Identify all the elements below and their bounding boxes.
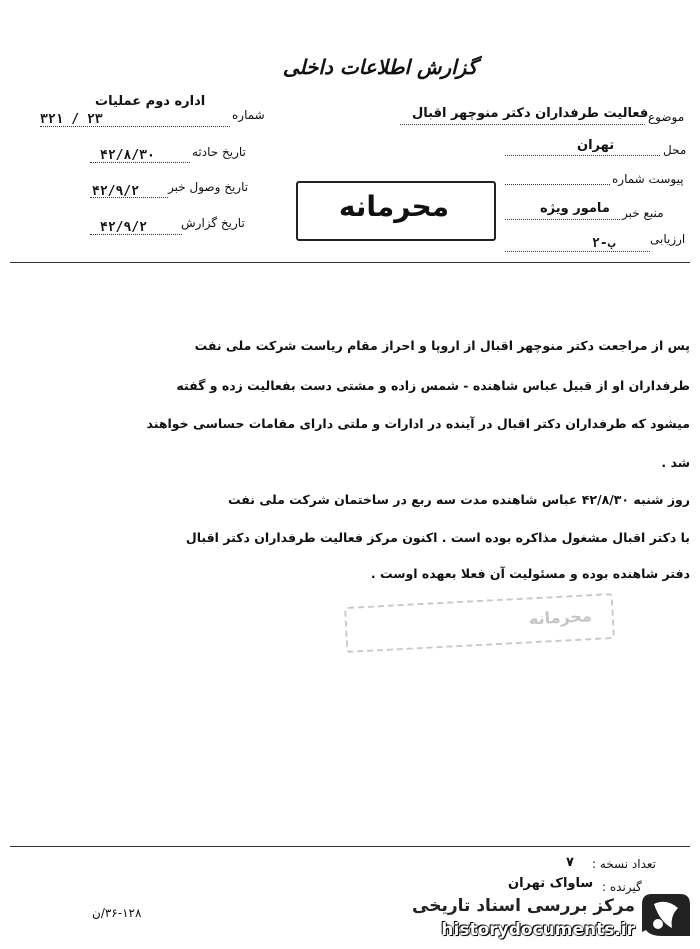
place-value: تهران (577, 138, 615, 153)
receipt-date-label: تاریخ وصول خبر (168, 180, 249, 194)
number-dotted-line (40, 126, 230, 127)
document-title: گزارش اطلاعات داخلی (282, 55, 478, 79)
subject-value: فعالیت طرفداران دکتر منوچهر اقبال (412, 106, 649, 121)
source-label: منبع خبر (622, 206, 664, 220)
footer-divider (10, 846, 690, 847)
source-dotted-line (505, 219, 620, 220)
attachment-label: پیوست شماره (612, 172, 684, 186)
attachment-dotted-line (505, 184, 610, 185)
receipt-date-value: ۴۲/۹/۲ (92, 184, 139, 199)
number-value: ۳۲۱ / ۲۳ (40, 112, 103, 127)
incident-date-label: تاریخ حادثه (192, 145, 246, 159)
subject-label: موضوع (648, 110, 685, 124)
assessment-value: ب-۲ (592, 236, 616, 251)
archive-logo-icon (636, 886, 694, 944)
number-label: شماره (232, 108, 265, 122)
body-line-6: با دکتر اقبال مشغول مذاکره بوده است . اکنون مرکز فعالیت طرفداران دکتر اقبال (185, 530, 690, 545)
assessment-dotted-line (505, 251, 650, 252)
report-date-label: تاریخ گزارش (181, 216, 245, 230)
faint-stamp-text: محرمانه (528, 606, 593, 629)
source-value: مامور ویژه (540, 201, 610, 216)
place-label: محل (663, 143, 687, 157)
body-line-1: پس از مراجعت دکتر منوچهر اقبال از اروپا و احراز مقام ریاست شرکت ملی نفت (194, 338, 690, 353)
assessment-label: ارزیابی (650, 232, 686, 246)
classification-stamp-text: محرمانه (338, 190, 450, 223)
place-dotted-line (505, 155, 660, 156)
file-code: ۳۶-۱۲۸/ن (92, 906, 142, 920)
watermark-title: مرکز بررسی اسناد تاریخی (412, 896, 635, 916)
body-line-2: طرفداران او از قبیل عباس شاهنده - شمس زاده و مشتی دست بفعالیت زده و گفته (176, 378, 690, 393)
sender-label: گیرنده : (602, 880, 642, 894)
faint-stamp (344, 593, 615, 653)
incident-date-value: ۴۲/۸/۳۰ (100, 148, 155, 163)
report-dotted-line (90, 234, 182, 235)
report-date-value: ۴۲/۹/۲ (100, 220, 147, 235)
sender-value: ساواک تهران (508, 876, 594, 891)
copies-label: تعداد نسخه : (592, 857, 657, 871)
copies-value: ۷ (566, 855, 574, 870)
department-label: اداره دوم عملیات (95, 94, 206, 109)
body-line-4: شد . (661, 455, 690, 470)
subject-dotted-line (400, 124, 645, 125)
body-line-5: روز شنبه ۴۲/۸/۳۰ عباس شاهنده مدت سه ربع در ساختمان شرکت ملی نفت (228, 492, 690, 507)
incident-dotted-line (90, 162, 190, 163)
body-line-7: دفتر شاهنده بوده و مسئولیت آن فعلا بعهده اوست . (370, 566, 690, 581)
body-line-3: میشود که طرفداران دکتر اقبال در آینده در ادارات و ملتی دارای مقامات حساسی خواهند (146, 416, 690, 431)
receipt-dotted-line (90, 197, 168, 198)
header-divider (10, 262, 690, 263)
watermark-url: historydocuments.ir (441, 920, 635, 940)
